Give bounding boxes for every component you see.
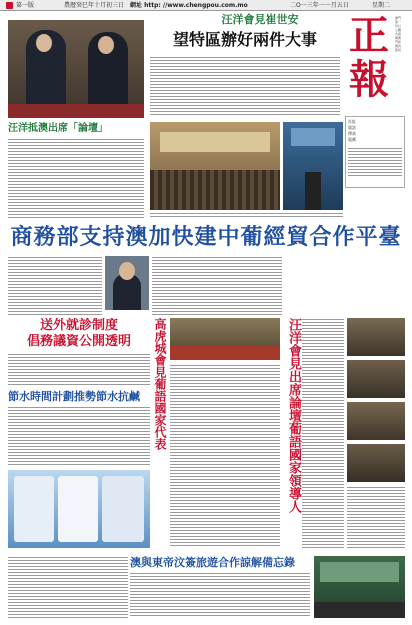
- lead-kicker: 汪洋會見崔世安: [221, 13, 299, 26]
- leader-photo-4: [347, 444, 405, 482]
- lead-body-text: [150, 56, 340, 116]
- photo-caption-text: [150, 212, 343, 218]
- issue-date: 二O一三年一一月五日: [290, 2, 349, 9]
- podium-photo: [283, 122, 343, 210]
- leader-photo-2: [347, 360, 405, 398]
- water-poster-image: [8, 470, 150, 548]
- mid-column-body-text: [152, 256, 282, 316]
- info-email-label: 電郵: [348, 137, 356, 142]
- story7-body-text: [302, 318, 344, 548]
- story6-body-text: [170, 364, 280, 548]
- story4-headline-line1: 送外就診制度: [39, 318, 118, 333]
- right-column-caption-text: [347, 486, 405, 548]
- story2-headline: 汪洋抵澳出席「論壇」: [8, 123, 108, 134]
- story4-headline-line2: 倡務議資公開透明: [26, 334, 131, 349]
- story8-headline: 澳與東帝汶簽旅遊合作諒解備忘錄: [130, 556, 295, 569]
- info-address-label: 社址: [348, 119, 356, 124]
- leader-photo-1: [347, 318, 405, 356]
- info-phone-label: 電話: [348, 125, 356, 130]
- mou-signing-photo: [314, 556, 405, 618]
- banner-story-body-text: [8, 256, 102, 316]
- masthead-title-char-1: 正: [349, 12, 389, 59]
- banner-headline: 商務部支持澳加快建中葡經貿合作平臺: [10, 225, 402, 250]
- story7-vertical-headline: 汪洋會見出席論壇葡語國家領導人: [286, 318, 301, 513]
- story4-body-text: [8, 353, 150, 387]
- lead-headline: 望特區辦好兩件大事: [172, 30, 317, 49]
- masthead-side-note: 澳門第一份以立體式報導澳門新聞的報紙: [395, 16, 402, 52]
- story6-vertical-headline: 高虎城會見葡語國家代表: [153, 318, 167, 450]
- story2-body-text: [8, 138, 144, 218]
- leader-photo-3: [347, 402, 405, 440]
- story5-headline: 節水時間計劃推勢節水抗鹹: [8, 390, 140, 403]
- story8-body-text: [130, 572, 310, 618]
- weekday: 星期二: [372, 2, 391, 9]
- story5-body-text: [8, 406, 150, 466]
- page-label: 第一版: [16, 2, 35, 9]
- bottom-left-body-text: [8, 556, 128, 618]
- masthead-title-char-2: 報: [349, 56, 389, 103]
- masthead: [343, 14, 407, 114]
- meeting-photo: [170, 318, 280, 360]
- website-url[interactable]: 網址 http: //www.chengpou.com.mo: [130, 2, 248, 9]
- header-bar: [0, 0, 412, 11]
- lunar-date: 農曆癸巳年十月初三日: [64, 2, 125, 9]
- lead-photo: [8, 20, 144, 118]
- masthead-info-box: [345, 116, 405, 188]
- info-fax-label: 傳真: [348, 131, 356, 136]
- forum-hall-photo: [150, 122, 280, 210]
- logo-mark-icon: [6, 2, 13, 9]
- official-portrait-photo: [105, 256, 149, 310]
